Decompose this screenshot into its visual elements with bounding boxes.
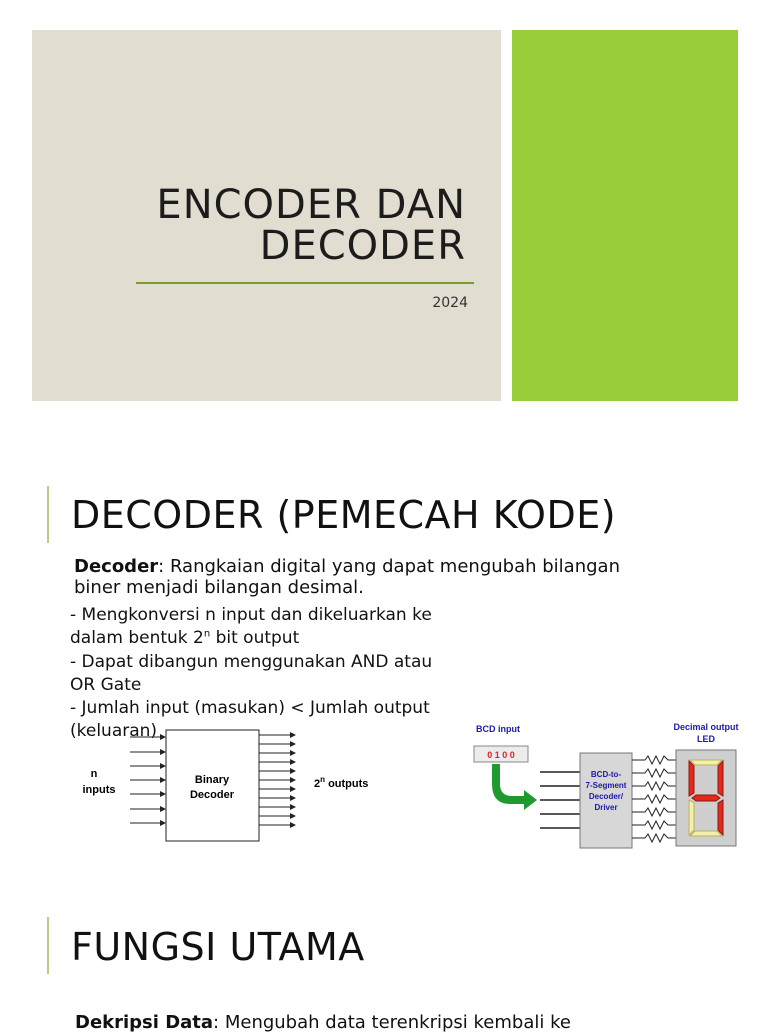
bullet2-line1: - Dapat dibangun menggunakan AND atau	[70, 652, 433, 672]
definition-text: : Rangkaian digital yang dapat mengubah bilangan biner menjadi bilangan desimal.	[74, 556, 620, 598]
output-lines	[259, 735, 295, 825]
slide3-body	[75, 1012, 571, 1034]
led-label-1: Decimal output	[673, 722, 739, 732]
inputs-label-n: n	[90, 768, 98, 780]
definition-term: Decoder	[74, 556, 159, 577]
segment-f	[689, 761, 694, 796]
slide2-title: DECODER (PEMECAH KODE)	[71, 493, 617, 537]
input-lines	[130, 737, 165, 823]
box-label-binary: Binary	[194, 774, 230, 786]
bcd-seven-segment-diagram	[470, 718, 750, 853]
decoder-label-2: 7-Segment	[585, 781, 627, 790]
bullet1-line2-suffix: bit output	[210, 628, 300, 648]
slide3-text: : Mengubah data terenkripsi kembali ke	[213, 1012, 571, 1033]
bcd-input-label: BCD input	[476, 724, 520, 734]
bullet2-line2: OR Gate	[70, 675, 142, 695]
decoder-label-1: BCD-to-	[590, 770, 622, 779]
segment-b	[718, 761, 723, 796]
segment-d	[690, 831, 722, 836]
bullet3-line1: - Jumlah input (masukan) < Jumlah output	[70, 698, 430, 718]
inputs-label-word: inputs	[82, 784, 116, 796]
decoder-definition	[74, 556, 634, 598]
outputs-label: 2$^n$ outputs	[314, 775, 369, 790]
bullet1-line1: - Mengkonversi n input dan dikeluarkan ke	[70, 605, 432, 625]
segment-c	[718, 800, 723, 835]
box-label-decoder: Decoder	[189, 789, 235, 801]
binary-decoder-diagram	[70, 725, 400, 850]
title-divider	[136, 282, 474, 284]
led-label-2: LED	[697, 734, 715, 744]
segment-a	[690, 760, 722, 765]
bullet1-line2-text: dalam bentuk 2	[70, 628, 204, 648]
segment-e	[689, 800, 694, 835]
decoder-label-4: Driver	[594, 803, 618, 812]
bullet3-line2: (keluaran)	[70, 721, 158, 741]
title-slide-accent-panel	[512, 30, 738, 401]
resistor-lines	[632, 756, 676, 842]
bullet1-superscript: n	[203, 628, 211, 640]
slide3-accent-bar	[47, 917, 49, 974]
segment-g	[692, 795, 720, 801]
bcd-value: 0 1 0 0	[487, 750, 515, 760]
slide3-term: Dekripsi Data	[75, 1012, 214, 1033]
slide2-accent-bar	[47, 486, 49, 543]
bcd-arrow	[492, 764, 537, 810]
decoder-input-lines	[540, 772, 580, 828]
bullet1-line2	[70, 627, 299, 650]
title-slide-heading-line2: DECODER	[259, 223, 466, 269]
slide3-title: FUNGSI UTAMA	[71, 925, 365, 969]
title-slide-heading-line1: ENCODER DAN	[156, 182, 466, 228]
title-slide-year: 2024	[432, 295, 468, 311]
decoder-label-3: Decoder/	[588, 792, 624, 801]
